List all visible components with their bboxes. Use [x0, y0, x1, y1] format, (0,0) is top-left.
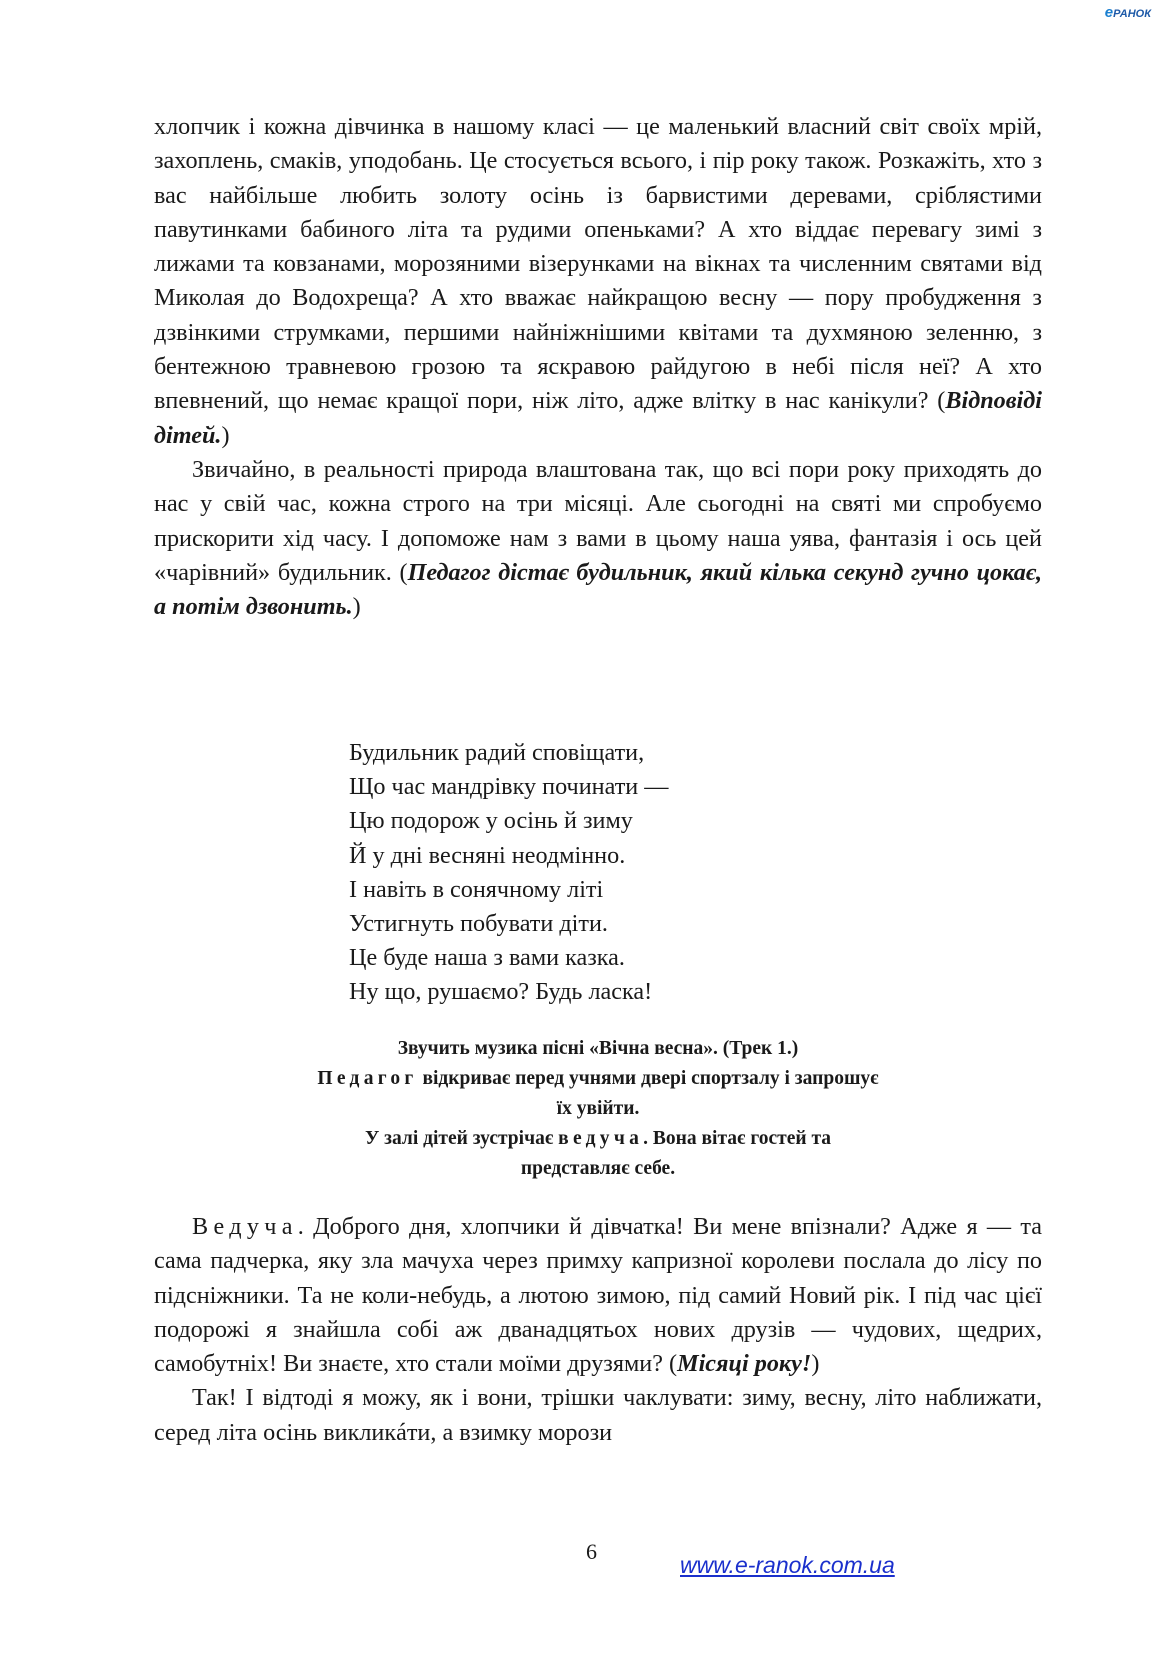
poem-line: Це буде наша з вами казка.: [349, 944, 625, 972]
paragraph-3: Ведуча. Доброго дня, хлопчики й дівчатка! Ви мене впізнали? Адже я — та сама падчерка, яку зла мачуха через примху капризної королеви послала до лісу по підсніжники. Та не коли-небудь, а лютою зимою, під самий Новий рік. І під час цієї подорожі я знайшла собі аж дванадцятьох нових друзів — чудових, щедрих, самобутніх! Ви знаєте, хто стали моїми друзями? (Місяці року!): [154, 1213, 1042, 1378]
paragraph-3-text: . Доброго дня, хлопчики й дівчатка! Ви мене впізнали? Адже я — та сама падчерка, яку зла мачуха через примху капризної королеви послала до лісу по підсніжники. Та не коли-небудь, а лютою зимою, під самий Новий рік. І під час цієї подорожі я знайшла собі аж дванадцятьох нових друзів — чудових, щедрих, самобутніх! Ви знаєте, хто стали моїми друзями?: [154, 1213, 1042, 1378]
poem-line: Й у дні весняні неодмінно.: [349, 841, 626, 869]
stage-line: Звучить музика пісні «Вічна весна». (Трек 1.): [397, 1038, 799, 1059]
paragraph-4: [154, 1381, 1042, 1450]
poem-line: Будильник радий сповіщати,: [349, 739, 645, 766]
paragraph-2: Звичайно, в реальності природа влаштована так, що всі пори року приходять до нас у свій час, кожна строго на три місяці. Але сьогодні на святі ми спробуємо прискорити хід часу. І допоможе нам з вами в цьому наша уява, фантазія і ось цей «чарівний» будильник. (Педагог дістає будильник, який кілька секунд гучно цокає, а потім дзвонить.): [154, 455, 1042, 621]
publisher-logo: [1105, 4, 1151, 21]
stage-line: їх увійти.: [556, 1098, 640, 1119]
poem-line: Ну що, рушаємо? Будь ласка!: [349, 978, 653, 1006]
stage-note-1: Відповіді дітей.: [154, 387, 1042, 449]
paragraph-2-text: Звичайно, в реальності природа влаштована так, що всі пори року приходять до нас у свій час, кожна строго на три місяці. Але сьогодні на святі ми спробуємо прискорити хід часу. І допоможе нам з вами в цьому наша уява, фантазія і ось цей «чарівний» будильник.: [154, 455, 1042, 586]
stage-line: Педагог відкриває перед учнями двері спортзалу і запрошує: [317, 1068, 879, 1089]
poem-line: І навіть в сонячному літі: [349, 875, 604, 903]
stage-directions: [154, 1034, 1042, 1184]
poem-line: Устигнуть побувати діти.: [349, 910, 608, 938]
paragraph-4-text: Так! І відтоді я можу, як і вони, трішки чаклувати: зиму, весну, літо наближати, серед літа осінь викликáти, а взимку морози: [154, 1384, 1042, 1446]
poem-line: Що час мандрівку починати —: [349, 773, 669, 801]
logo-text: РАНОК: [1113, 8, 1151, 20]
stage-note-2: Педагог дістає будильник, який кілька секунд гучно цокає, а потім дзвонить.: [154, 558, 1042, 621]
logo-e-icon: e: [1104, 4, 1114, 21]
website-link[interactable]: www.e-ranok.com.ua: [680, 1552, 895, 1578]
poem-line: Цю подорож у осінь й зиму: [349, 807, 633, 835]
main-text-top: [154, 110, 1042, 624]
role-name: Педагог: [317, 1068, 418, 1089]
role-name: ведуча: [558, 1128, 644, 1149]
page-number: 6: [586, 1539, 597, 1564]
speaker-name: Ведуча: [192, 1213, 298, 1240]
paragraph-1: хлопчик і кожна дівчинка в нашому класі — це маленький власний світ своїх мрій, захоплень, смаків, уподобань. Це стосується всього, і пір року також. Розкажіть, хто з вас найбільше любить золоту осінь із барвистими деревами, сріблястими павутинками бабиного літа та рудими опеньками? А хто віддає перевагу зимі з лижами та ковзанами, морозяними візерунками на вікнах та численним святами від Миколая до Водохреща? А хто вважає найкращою весну — пору пробудження з дзвінкими струмками, першими найніжнішими квітами та духмяною зеленню, з бентежною травневою грозою та яскравою райдугою в небі після неї? А хто впевнений, що немає кращої пори, ніж літо, адже влітку в нас канікули? (Відповіді дітей.): [154, 113, 1042, 449]
stage-line: У залі дітей зустрічає ведуча. Вона вітає гостей та: [364, 1128, 832, 1149]
stage-line: представляє себе.: [520, 1158, 676, 1179]
main-text-bottom: [154, 1210, 1042, 1450]
stage-note-3: Місяці року!: [677, 1350, 812, 1378]
poem: [349, 736, 668, 1010]
paragraph-1-text: хлопчик і кожна дівчинка в нашому класі — це маленький власний світ своїх мрій, захоплень, смаків, уподобань. Це стосується всього, і пір року також. Розкажіть, хто з вас найбільше любить золоту осінь із барвистими деревами, сріблястими павутинками бабиного літа та рудими опеньками? А хто віддає перевагу зимі з лижами та ковзанами, морозяними візерунками на вікнах та численним святами від Миколая до Водохреща? А хто вважає найкращою весну — пору пробудження з дзвінкими струмками, першими найніжнішими квітами та духмяною зеленню, з бентежною травневою грозою та яскравою райдугою в небі після неї? А хто впевнений, що немає кращої пори, ніж літо, адже влітку в нас канікули?: [154, 113, 1042, 415]
